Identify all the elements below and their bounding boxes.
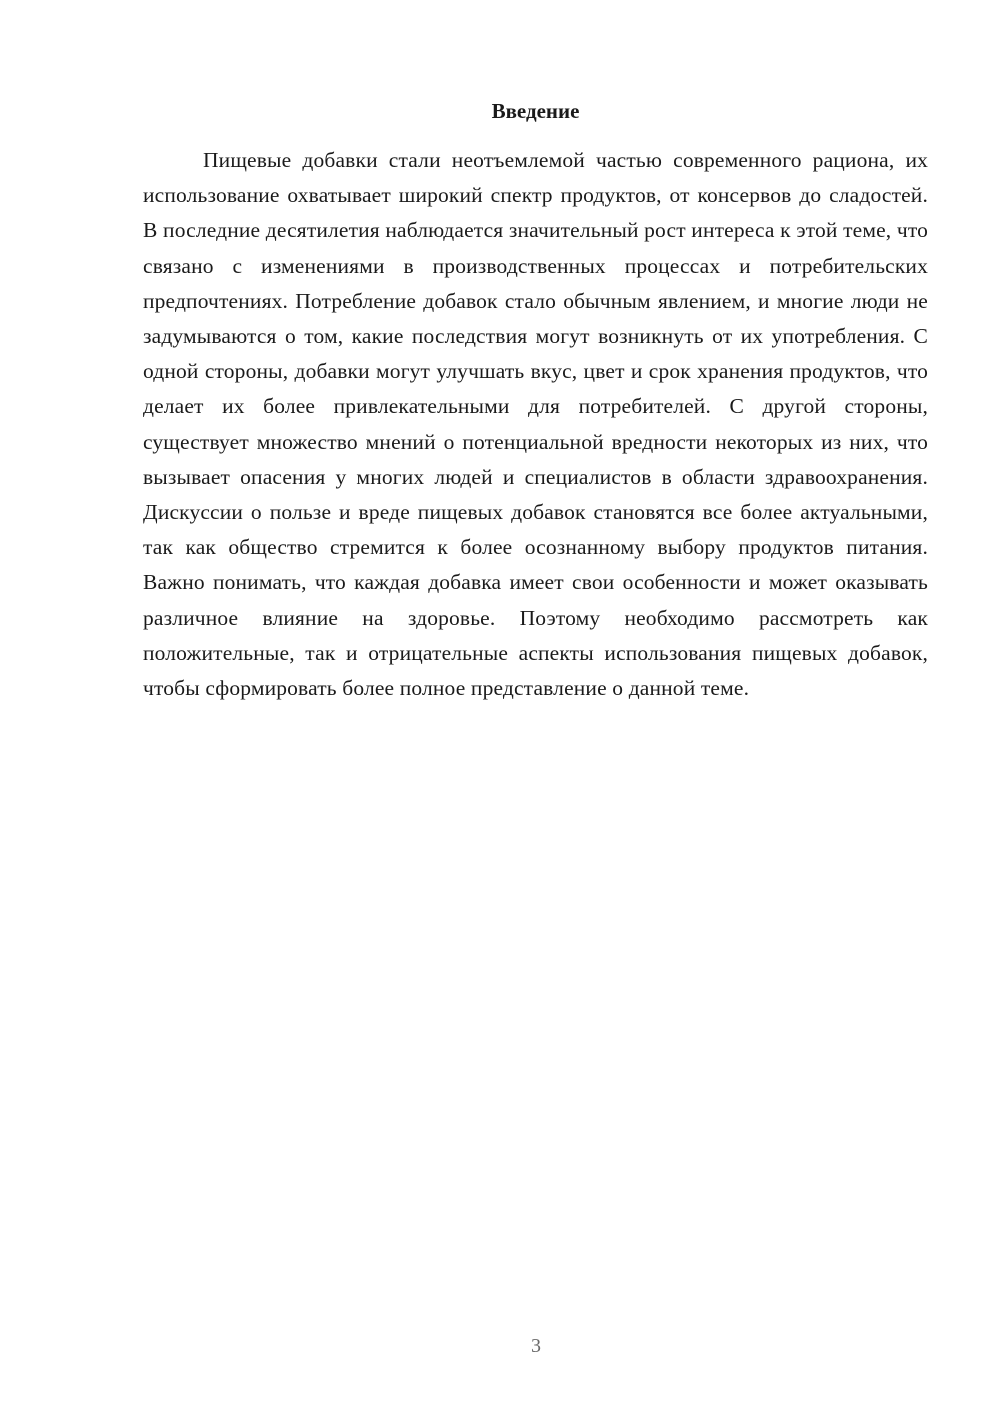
section-heading: Введение [491,99,580,123]
intro-paragraph: Пищевые добавки стали неотъемлемой частью современного рациона, их использование охватывает широкий спектр продуктов, от консервов до сладостей. В последние десятилетия наблюдается значительный рост интереса к этой теме, что связано с изменениями в производственных процессах и потребительских предпочтениях. Потребление добавок стало обычным явлением, и многие люди не задумываются о том, какие последствия могут возникнуть от их употребления. С одной стороны, добавки могут улучшать вкус, цвет и срок хранения продуктов, что делает их более привлекательными для потребителей. С другой стороны, существует множество мнений о потенциальной вредности некоторых из них, что вызывает опасения у многих людей и специалистов в области здравоохранения. Дискуссии о пользе и вреде пищевых добавок становятся все более актуальными, так как общество стремится к более осознанному выбору продуктов питания. Важно понимать, что каждая добавка имеет свои особенности и может оказывать различное влияние на здоровье. Поэтому необходимо рассмотреть как положительные, так и отрицательные аспекты использования пищевых добавок, чтобы сформировать более полное представление о данной теме. [143,148,928,701]
page-number: 3 [531,1335,541,1357]
